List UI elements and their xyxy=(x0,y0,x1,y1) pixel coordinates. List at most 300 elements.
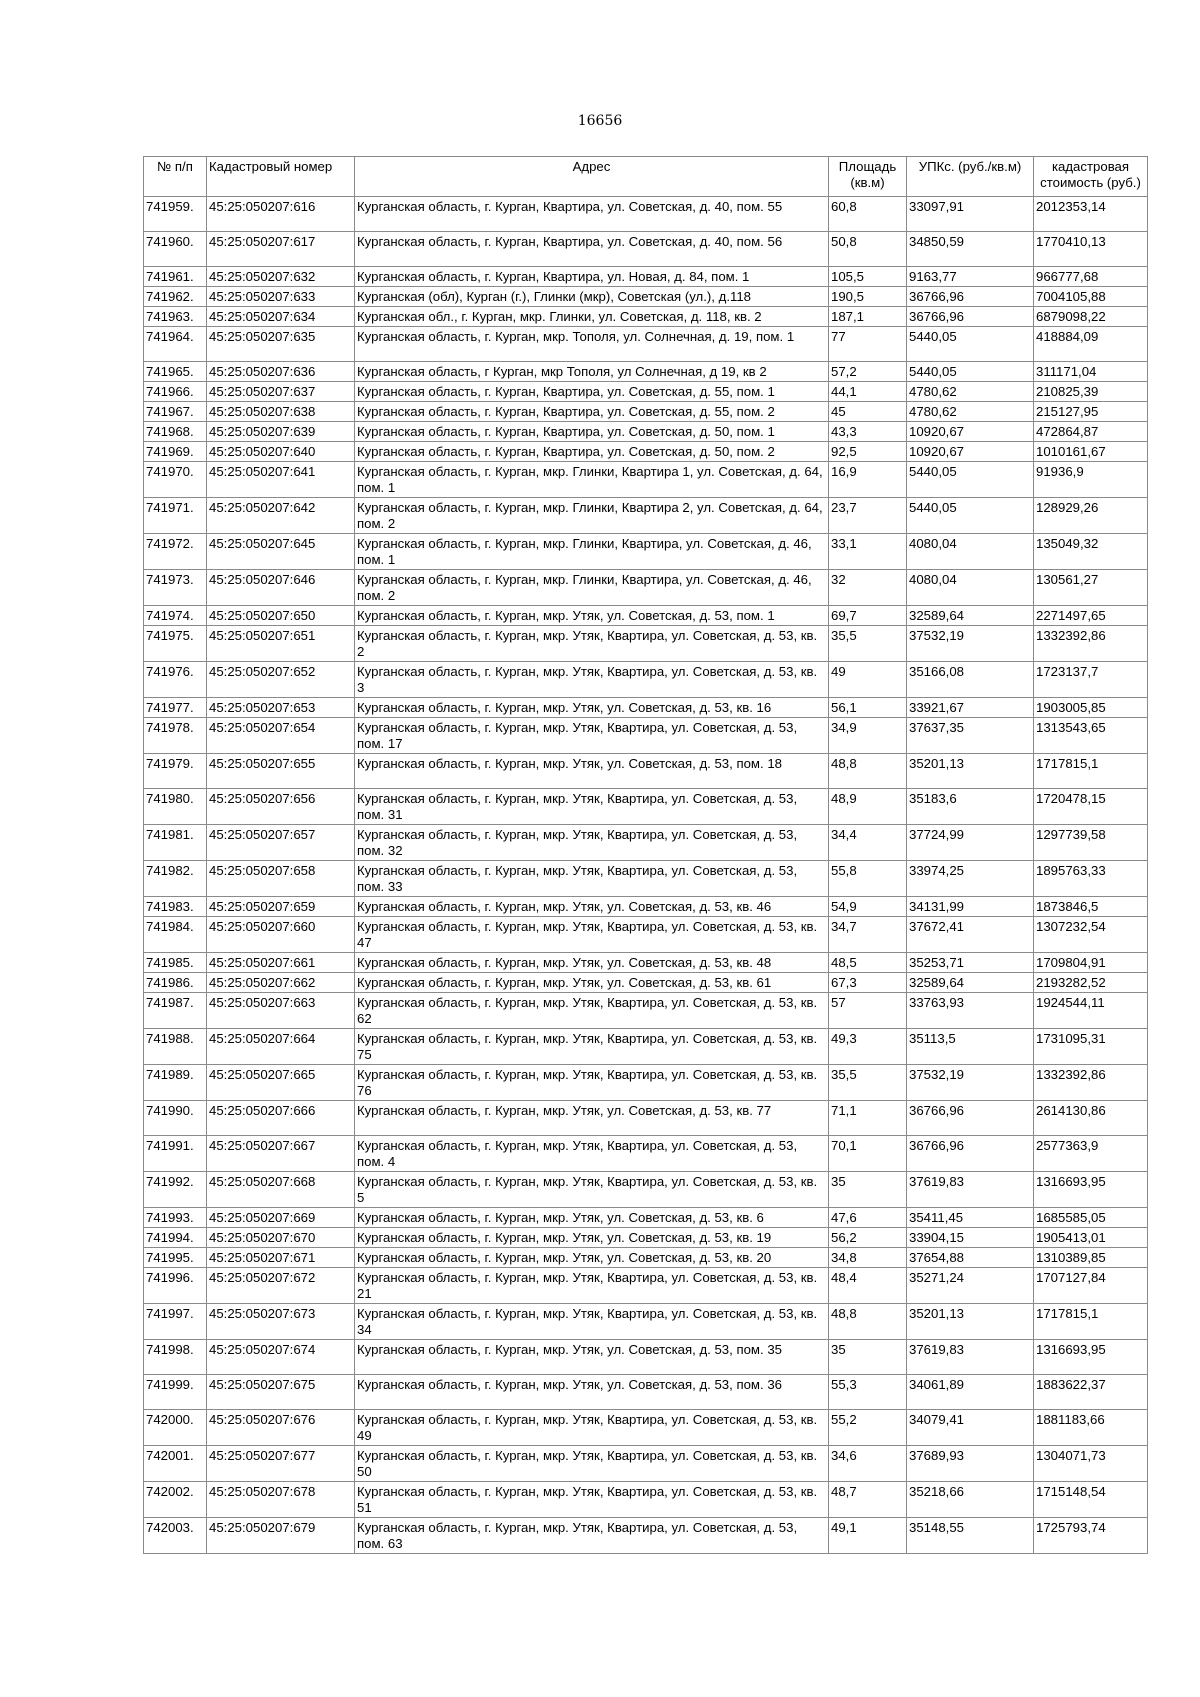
table-row xyxy=(144,422,1148,442)
cell-upks: 34061,89 xyxy=(907,1375,1034,1410)
cell-upks: 35183,6 xyxy=(907,789,1034,825)
cell-cadastral-value: 1881183,66 xyxy=(1034,1410,1148,1446)
cell-num: 741960. xyxy=(144,232,207,267)
table-row xyxy=(144,570,1148,606)
cell-address: Курганская область, г. Курган, мкр. Утяк, Квартира, ул. Советская, д. 53, кв. 49 xyxy=(355,1410,829,1446)
cell-num: 741987. xyxy=(144,993,207,1029)
cell-cadastral-number: 45:25:050207:676 xyxy=(207,1410,355,1446)
cell-area: 56,2 xyxy=(829,1228,907,1248)
table-row xyxy=(144,402,1148,422)
cell-cadastral-value: 1010161,67 xyxy=(1034,442,1148,462)
table-row xyxy=(144,1029,1148,1065)
cell-address: Курганская область, г. Курган, мкр. Утяк, Квартира, ул. Советская, д. 53, кв. 5 xyxy=(355,1172,829,1208)
cell-address: Курганская область, г. Курган, мкр. Утяк, Квартира, ул. Советская, д. 53, пом. 32 xyxy=(355,825,829,861)
cell-num: 741978. xyxy=(144,718,207,754)
cell-cadastral-number: 45:25:050207:656 xyxy=(207,789,355,825)
table-row xyxy=(144,1518,1148,1554)
cell-address: Курганская область, г. Курган, мкр. Утяк, ул. Советская, д. 53, кв. 20 xyxy=(355,1248,829,1268)
table-row xyxy=(144,1208,1148,1228)
cell-address: Курганская область, г. Курган, мкр. Утяк, Квартира, ул. Советская, д. 53, кв. 75 xyxy=(355,1029,829,1065)
cell-cadastral-value: 210825,39 xyxy=(1034,382,1148,402)
cell-upks: 36766,96 xyxy=(907,1136,1034,1172)
cell-num: 741963. xyxy=(144,307,207,327)
cell-area: 187,1 xyxy=(829,307,907,327)
cell-num: 741964. xyxy=(144,327,207,362)
cell-num: 741974. xyxy=(144,606,207,626)
cell-area: 35 xyxy=(829,1172,907,1208)
cell-cadastral-value: 1707127,84 xyxy=(1034,1268,1148,1304)
cell-address: Курганская область, г. Курган, мкр. Утяк, Квартира, ул. Советская, д. 53, кв. 2 xyxy=(355,626,829,662)
cell-num: 741965. xyxy=(144,362,207,382)
cell-num: 741981. xyxy=(144,825,207,861)
table-row xyxy=(144,1446,1148,1482)
cell-num: 741959. xyxy=(144,197,207,232)
cell-cadastral-value: 2614130,86 xyxy=(1034,1101,1148,1136)
table-row xyxy=(144,993,1148,1029)
cell-cadastral-value: 1297739,58 xyxy=(1034,825,1148,861)
cell-num: 741995. xyxy=(144,1248,207,1268)
cell-address: Курганская область, г. Курган, мкр. Утяк, ул. Советская, д. 53, кв. 77 xyxy=(355,1101,829,1136)
cell-cadastral-value: 1313543,65 xyxy=(1034,718,1148,754)
cell-num: 741962. xyxy=(144,287,207,307)
cell-upks: 37619,83 xyxy=(907,1172,1034,1208)
cell-upks: 10920,67 xyxy=(907,422,1034,442)
cell-address: Курганская область, г. Курган, мкр. Утяк, Квартира, ул. Советская, д. 53, кв. 34 xyxy=(355,1304,829,1340)
cell-upks: 35411,45 xyxy=(907,1208,1034,1228)
cell-upks: 4780,62 xyxy=(907,402,1034,422)
cell-num: 741993. xyxy=(144,1208,207,1228)
cell-cadastral-value: 1731095,31 xyxy=(1034,1029,1148,1065)
cell-upks: 37532,19 xyxy=(907,1065,1034,1101)
cell-address: Курганская область, г. Курган, Квартира, ул. Советская, д. 50, пом. 2 xyxy=(355,442,829,462)
cell-num: 741985. xyxy=(144,953,207,973)
cell-cadastral-value: 1873846,5 xyxy=(1034,897,1148,917)
cell-cadastral-value: 2271497,65 xyxy=(1034,606,1148,626)
cell-area: 43,3 xyxy=(829,422,907,442)
cell-address: Курганская область, г. Курган, мкр. Глинки, Квартира, ул. Советская, д. 46, пом. 1 xyxy=(355,534,829,570)
cell-num: 741999. xyxy=(144,1375,207,1410)
cell-cadastral-value: 472864,87 xyxy=(1034,422,1148,442)
cell-upks: 4080,04 xyxy=(907,534,1034,570)
cell-cadastral-value: 1924544,11 xyxy=(1034,993,1148,1029)
cell-upks: 4780,62 xyxy=(907,382,1034,402)
cell-cadastral-number: 45:25:050207:635 xyxy=(207,327,355,362)
table-row xyxy=(144,1248,1148,1268)
table-row xyxy=(144,498,1148,534)
cell-address: Курганская область, г. Курган, мкр. Утяк, ул. Советская, д. 53, пом. 35 xyxy=(355,1340,829,1375)
cell-num: 741977. xyxy=(144,698,207,718)
cell-cadastral-value: 2193282,52 xyxy=(1034,973,1148,993)
cell-upks: 33763,93 xyxy=(907,993,1034,1029)
cell-cadastral-number: 45:25:050207:678 xyxy=(207,1482,355,1518)
cell-area: 48,4 xyxy=(829,1268,907,1304)
cell-address: Курганская область, г. Курган, мкр. Утяк, Квартира, ул. Советская, д. 53, пом. 31 xyxy=(355,789,829,825)
cell-cadastral-number: 45:25:050207:617 xyxy=(207,232,355,267)
table-row xyxy=(144,1065,1148,1101)
table-row xyxy=(144,382,1148,402)
cell-upks: 35271,24 xyxy=(907,1268,1034,1304)
table-row xyxy=(144,1340,1148,1375)
cell-cadastral-number: 45:25:050207:669 xyxy=(207,1208,355,1228)
header-area: Площадь (кв.м) xyxy=(829,157,907,197)
cell-address: Курганская область, г. Курган, мкр. Утяк, Квартира, ул. Советская, д. 53, кв. 21 xyxy=(355,1268,829,1304)
cell-upks: 37724,99 xyxy=(907,825,1034,861)
cell-cadastral-number: 45:25:050207:638 xyxy=(207,402,355,422)
cell-address: Курганская область, г. Курган, Квартира, ул. Советская, д. 40, пом. 56 xyxy=(355,232,829,267)
table-row xyxy=(144,1268,1148,1304)
cell-num: 741997. xyxy=(144,1304,207,1340)
cell-cadastral-number: 45:25:050207:652 xyxy=(207,662,355,698)
cell-area: 190,5 xyxy=(829,287,907,307)
cell-num: 741989. xyxy=(144,1065,207,1101)
cell-cadastral-value: 1332392,86 xyxy=(1034,626,1148,662)
cell-cadastral-number: 45:25:050207:637 xyxy=(207,382,355,402)
cell-area: 50,8 xyxy=(829,232,907,267)
cell-cadastral-number: 45:25:050207:661 xyxy=(207,953,355,973)
cell-upks: 37532,19 xyxy=(907,626,1034,662)
cell-upks: 35201,13 xyxy=(907,1304,1034,1340)
cell-area: 71,1 xyxy=(829,1101,907,1136)
cell-area: 34,7 xyxy=(829,917,907,953)
cell-address: Курганская область, г Курган, мкр Тополя, ул Солнечная, д 19, кв 2 xyxy=(355,362,829,382)
cell-cadastral-value: 135049,32 xyxy=(1034,534,1148,570)
cell-address: Курганская область, г. Курган, мкр. Глинки, Квартира 1, ул. Советская, д. 64, пом. 1 xyxy=(355,462,829,498)
cell-upks: 35253,71 xyxy=(907,953,1034,973)
cell-num: 741984. xyxy=(144,917,207,953)
cell-address: Курганская область, г. Курган, мкр. Утяк, Квартира, ул. Советская, д. 53, кв. 51 xyxy=(355,1482,829,1518)
cell-cadastral-number: 45:25:050207:660 xyxy=(207,917,355,953)
cell-cadastral-value: 1316693,95 xyxy=(1034,1340,1148,1375)
cell-cadastral-number: 45:25:050207:654 xyxy=(207,718,355,754)
table-row xyxy=(144,1304,1148,1340)
cell-cadastral-value: 128929,26 xyxy=(1034,498,1148,534)
cell-num: 741979. xyxy=(144,754,207,789)
cell-upks: 37619,83 xyxy=(907,1340,1034,1375)
cell-area: 34,8 xyxy=(829,1248,907,1268)
cell-cadastral-number: 45:25:050207:659 xyxy=(207,897,355,917)
cell-area: 49,1 xyxy=(829,1518,907,1554)
cell-cadastral-value: 1304071,73 xyxy=(1034,1446,1148,1482)
cell-area: 48,8 xyxy=(829,1304,907,1340)
table-row xyxy=(144,442,1148,462)
cell-num: 741996. xyxy=(144,1268,207,1304)
cell-num: 742000. xyxy=(144,1410,207,1446)
table-row xyxy=(144,606,1148,626)
cell-area: 35 xyxy=(829,1340,907,1375)
cell-upks: 37654,88 xyxy=(907,1248,1034,1268)
cell-cadastral-value: 1720478,15 xyxy=(1034,789,1148,825)
cell-upks: 36766,96 xyxy=(907,1101,1034,1136)
cell-upks: 35148,55 xyxy=(907,1518,1034,1554)
cell-num: 741972. xyxy=(144,534,207,570)
cell-num: 741994. xyxy=(144,1228,207,1248)
cell-cadastral-value: 7004105,88 xyxy=(1034,287,1148,307)
cell-address: Курганская область, г. Курган, мкр. Глинки, Квартира, ул. Советская, д. 46, пом. 2 xyxy=(355,570,829,606)
cell-cadastral-number: 45:25:050207:671 xyxy=(207,1248,355,1268)
cell-upks: 36766,96 xyxy=(907,287,1034,307)
cell-area: 34,4 xyxy=(829,825,907,861)
cell-area: 67,3 xyxy=(829,973,907,993)
cell-upks: 33921,67 xyxy=(907,698,1034,718)
cell-address: Курганская область, г. Курган, мкр. Утяк, ул. Советская, д. 53, кв. 46 xyxy=(355,897,829,917)
cell-num: 741992. xyxy=(144,1172,207,1208)
cell-cadastral-number: 45:25:050207:632 xyxy=(207,267,355,287)
cell-upks: 32589,64 xyxy=(907,606,1034,626)
cell-cadastral-value: 1770410,13 xyxy=(1034,232,1148,267)
cell-cadastral-number: 45:25:050207:666 xyxy=(207,1101,355,1136)
cell-cadastral-number: 45:25:050207:616 xyxy=(207,197,355,232)
cell-area: 55,8 xyxy=(829,861,907,897)
cell-area: 47,6 xyxy=(829,1208,907,1228)
cell-cadastral-value: 91936,9 xyxy=(1034,462,1148,498)
cell-address: Курганская область, г. Курган, мкр. Утяк, Квартира, ул. Советская, д. 53, пом. 4 xyxy=(355,1136,829,1172)
cell-num: 741975. xyxy=(144,626,207,662)
cell-cadastral-number: 45:25:050207:645 xyxy=(207,534,355,570)
cell-upks: 33974,25 xyxy=(907,861,1034,897)
cell-address: Курганская область, г. Курган, мкр. Утяк, Квартира, ул. Советская, д. 53, кв. 62 xyxy=(355,993,829,1029)
cell-address: Курганская область, г. Курган, мкр. Утяк, ул. Советская, д. 53, кв. 6 xyxy=(355,1208,829,1228)
cell-cadastral-value: 1903005,85 xyxy=(1034,698,1148,718)
cell-area: 16,9 xyxy=(829,462,907,498)
cell-cadastral-number: 45:25:050207:642 xyxy=(207,498,355,534)
cell-cadastral-number: 45:25:050207:655 xyxy=(207,754,355,789)
cell-cadastral-number: 45:25:050207:679 xyxy=(207,1518,355,1554)
cell-cadastral-value: 6879098,22 xyxy=(1034,307,1148,327)
cell-num: 742001. xyxy=(144,1446,207,1482)
cell-area: 55,3 xyxy=(829,1375,907,1410)
cell-upks: 5440,05 xyxy=(907,327,1034,362)
cell-cadastral-value: 2012353,14 xyxy=(1034,197,1148,232)
cell-cadastral-number: 45:25:050207:677 xyxy=(207,1446,355,1482)
cell-cadastral-value: 1717815,1 xyxy=(1034,754,1148,789)
cell-num: 741969. xyxy=(144,442,207,462)
cell-address: Курганская область, г. Курган, мкр. Тополя, ул. Солнечная, д. 19, пом. 1 xyxy=(355,327,829,362)
cell-upks: 33904,15 xyxy=(907,1228,1034,1248)
cell-num: 742003. xyxy=(144,1518,207,1554)
table-row xyxy=(144,197,1148,232)
cell-cadastral-value: 1307232,54 xyxy=(1034,917,1148,953)
cell-area: 35,5 xyxy=(829,626,907,662)
cell-cadastral-value: 2577363,9 xyxy=(1034,1136,1148,1172)
cell-area: 57,2 xyxy=(829,362,907,382)
cell-cadastral-number: 45:25:050207:663 xyxy=(207,993,355,1029)
cell-area: 48,9 xyxy=(829,789,907,825)
cell-cadastral-value: 1723137,7 xyxy=(1034,662,1148,698)
header-upks: УПКс. (руб./кв.м) xyxy=(907,157,1034,197)
cell-upks: 9163,77 xyxy=(907,267,1034,287)
cell-upks: 33097,91 xyxy=(907,197,1034,232)
cell-address: Курганская область, г. Курган, Квартира, ул. Советская, д. 55, пом. 2 xyxy=(355,402,829,422)
cell-upks: 36766,96 xyxy=(907,307,1034,327)
cell-cadastral-number: 45:25:050207:662 xyxy=(207,973,355,993)
cell-address: Курганская область, г. Курган, мкр. Утяк, ул. Советская, д. 53, кв. 19 xyxy=(355,1228,829,1248)
cell-address: Курганская область, г. Курган, Квартира, ул. Советская, д. 55, пом. 1 xyxy=(355,382,829,402)
table-row xyxy=(144,1375,1148,1410)
table-row xyxy=(144,861,1148,897)
cell-cadastral-value: 1895763,33 xyxy=(1034,861,1148,897)
cell-upks: 34079,41 xyxy=(907,1410,1034,1446)
table-row xyxy=(144,287,1148,307)
cell-cadastral-number: 45:25:050207:640 xyxy=(207,442,355,462)
table-row xyxy=(144,462,1148,498)
cell-cadastral-value: 1685585,05 xyxy=(1034,1208,1148,1228)
cell-area: 45 xyxy=(829,402,907,422)
cell-cadastral-number: 45:25:050207:674 xyxy=(207,1340,355,1375)
table-row xyxy=(144,1101,1148,1136)
cell-num: 741971. xyxy=(144,498,207,534)
cell-upks: 5440,05 xyxy=(907,462,1034,498)
cell-num: 741986. xyxy=(144,973,207,993)
cell-area: 34,6 xyxy=(829,1446,907,1482)
cell-cadastral-number: 45:25:050207:668 xyxy=(207,1172,355,1208)
cell-upks: 37637,35 xyxy=(907,718,1034,754)
cell-area: 48,5 xyxy=(829,953,907,973)
cell-num: 741968. xyxy=(144,422,207,442)
cell-num: 741983. xyxy=(144,897,207,917)
table-row xyxy=(144,1172,1148,1208)
cell-cadastral-value: 1332392,86 xyxy=(1034,1065,1148,1101)
cell-area: 48,8 xyxy=(829,754,907,789)
cell-address: Курганская область, г. Курган, мкр. Утяк, Квартира, ул. Советская, д. 53, кв. 3 xyxy=(355,662,829,698)
cell-upks: 35166,08 xyxy=(907,662,1034,698)
cell-address: Курганская область, г. Курган, мкр. Утяк, Квартира, ул. Советская, д. 53, кв. 50 xyxy=(355,1446,829,1482)
cell-cadastral-value: 1905413,01 xyxy=(1034,1228,1148,1248)
table-row xyxy=(144,897,1148,917)
cell-address: Курганская область, г. Курган, мкр. Утяк, Квартира, ул. Советская, д. 53, пом. 33 xyxy=(355,861,829,897)
table-row xyxy=(144,1410,1148,1446)
cell-cadastral-value: 1883622,37 xyxy=(1034,1375,1148,1410)
cell-num: 741988. xyxy=(144,1029,207,1065)
table-row xyxy=(144,953,1148,973)
cell-cadastral-value: 1717815,1 xyxy=(1034,1304,1148,1340)
table-body xyxy=(144,197,1148,1554)
cell-cadastral-value: 130561,27 xyxy=(1034,570,1148,606)
table-row xyxy=(144,1136,1148,1172)
table-row xyxy=(144,1228,1148,1248)
cell-address: Курганская область, г. Курган, мкр. Утяк, Квартира, ул. Советская, д. 53, пом. 17 xyxy=(355,718,829,754)
cell-area: 69,7 xyxy=(829,606,907,626)
cadastral-value-table xyxy=(143,156,1148,1554)
cell-address: Курганская область, г. Курган, мкр. Утяк, Квартира, ул. Советская, д. 53, кв. 47 xyxy=(355,917,829,953)
cell-num: 741966. xyxy=(144,382,207,402)
cell-num: 741982. xyxy=(144,861,207,897)
cell-cadastral-number: 45:25:050207:673 xyxy=(207,1304,355,1340)
page-number: 16656 xyxy=(577,113,623,129)
table-row xyxy=(144,789,1148,825)
cell-upks: 35113,5 xyxy=(907,1029,1034,1065)
cell-cadastral-number: 45:25:050207:675 xyxy=(207,1375,355,1410)
cell-address: Курганская область, г. Курган, мкр. Утяк, ул. Советская, д. 53, кв. 61 xyxy=(355,973,829,993)
table-header-row xyxy=(144,157,1148,197)
cell-area: 60,8 xyxy=(829,197,907,232)
table-row xyxy=(144,327,1148,362)
cell-address: Курганская область, г. Курган, Квартира, ул. Советская, д. 50, пом. 1 xyxy=(355,422,829,442)
cell-cadastral-number: 45:25:050207:633 xyxy=(207,287,355,307)
cell-cadastral-number: 45:25:050207:650 xyxy=(207,606,355,626)
cell-upks: 35201,13 xyxy=(907,754,1034,789)
cell-upks: 5440,05 xyxy=(907,498,1034,534)
cell-area: 49,3 xyxy=(829,1029,907,1065)
cell-cadastral-number: 45:25:050207:657 xyxy=(207,825,355,861)
cell-cadastral-number: 45:25:050207:658 xyxy=(207,861,355,897)
cell-address: Курганская (обл), Курган (г.), Глинки (мкр), Советская (ул.), д.118 xyxy=(355,287,829,307)
table-row xyxy=(144,825,1148,861)
cell-upks: 34850,59 xyxy=(907,232,1034,267)
cell-address: Курганская область, г. Курган, мкр. Утяк, Квартира, ул. Советская, д. 53, кв. 76 xyxy=(355,1065,829,1101)
cell-address: Курганская обл., г. Курган, мкр. Глинки, ул. Советская, д. 118, кв. 2 xyxy=(355,307,829,327)
cell-area: 105,5 xyxy=(829,267,907,287)
cell-area: 23,7 xyxy=(829,498,907,534)
cell-cadastral-number: 45:25:050207:664 xyxy=(207,1029,355,1065)
cell-address: Курганская область, г. Курган, мкр. Утяк, ул. Советская, д. 53, кв. 16 xyxy=(355,698,829,718)
header-cadastral-number: Кадастровый номер xyxy=(207,157,355,197)
cell-num: 741961. xyxy=(144,267,207,287)
cell-cadastral-value: 1725793,74 xyxy=(1034,1518,1148,1554)
cell-num: 741998. xyxy=(144,1340,207,1375)
cell-cadastral-number: 45:25:050207:672 xyxy=(207,1268,355,1304)
cell-address: Курганская область, г. Курган, мкр. Утяк, Квартира, ул. Советская, д. 53, пом. 63 xyxy=(355,1518,829,1554)
cell-num: 741967. xyxy=(144,402,207,422)
cell-upks: 32589,64 xyxy=(907,973,1034,993)
table-row xyxy=(144,662,1148,698)
table-row xyxy=(144,973,1148,993)
table-row xyxy=(144,534,1148,570)
table-row xyxy=(144,267,1148,287)
cell-upks: 5440,05 xyxy=(907,362,1034,382)
cell-address: Курганская область, г. Курган, мкр. Утяк, ул. Советская, д. 53, пом. 18 xyxy=(355,754,829,789)
cell-upks: 35218,66 xyxy=(907,1482,1034,1518)
cell-address: Курганская область, г. Курган, мкр. Утяк, ул. Советская, д. 53, кв. 48 xyxy=(355,953,829,973)
cell-area: 70,1 xyxy=(829,1136,907,1172)
cell-cadastral-number: 45:25:050207:665 xyxy=(207,1065,355,1101)
cell-cadastral-number: 45:25:050207:670 xyxy=(207,1228,355,1248)
cell-upks: 10920,67 xyxy=(907,442,1034,462)
cell-area: 57 xyxy=(829,993,907,1029)
cell-area: 54,9 xyxy=(829,897,907,917)
cell-area: 33,1 xyxy=(829,534,907,570)
table-row xyxy=(144,698,1148,718)
table-row xyxy=(144,754,1148,789)
cell-area: 77 xyxy=(829,327,907,362)
cell-address: Курганская область, г. Курган, Квартира, ул. Советская, д. 40, пом. 55 xyxy=(355,197,829,232)
cell-cadastral-value: 311171,04 xyxy=(1034,362,1148,382)
cell-area: 55,2 xyxy=(829,1410,907,1446)
cell-upks: 37689,93 xyxy=(907,1446,1034,1482)
cell-cadastral-number: 45:25:050207:639 xyxy=(207,422,355,442)
header-num: № п/п xyxy=(144,157,207,197)
cell-area: 34,9 xyxy=(829,718,907,754)
cell-address: Курганская область, г. Курган, мкр. Глинки, Квартира 2, ул. Советская, д. 64, пом. 2 xyxy=(355,498,829,534)
cell-area: 56,1 xyxy=(829,698,907,718)
table-row xyxy=(144,917,1148,953)
cell-address: Курганская область, г. Курган, Квартира, ул. Новая, д. 84, пом. 1 xyxy=(355,267,829,287)
cell-area: 35,5 xyxy=(829,1065,907,1101)
table-row xyxy=(144,307,1148,327)
cell-upks: 37672,41 xyxy=(907,917,1034,953)
cell-cadastral-value: 1709804,91 xyxy=(1034,953,1148,973)
table-row xyxy=(144,232,1148,267)
cell-address: Курганская область, г. Курган, мкр. Утяк, ул. Советская, д. 53, пом. 36 xyxy=(355,1375,829,1410)
cell-cadastral-number: 45:25:050207:651 xyxy=(207,626,355,662)
cell-num: 741976. xyxy=(144,662,207,698)
cell-cadastral-value: 966777,68 xyxy=(1034,267,1148,287)
cell-cadastral-number: 45:25:050207:646 xyxy=(207,570,355,606)
cell-num: 741991. xyxy=(144,1136,207,1172)
cell-num: 741973. xyxy=(144,570,207,606)
cell-num: 741990. xyxy=(144,1101,207,1136)
table-row xyxy=(144,718,1148,754)
cell-address: Курганская область, г. Курган, мкр. Утяк, ул. Советская, д. 53, пом. 1 xyxy=(355,606,829,626)
